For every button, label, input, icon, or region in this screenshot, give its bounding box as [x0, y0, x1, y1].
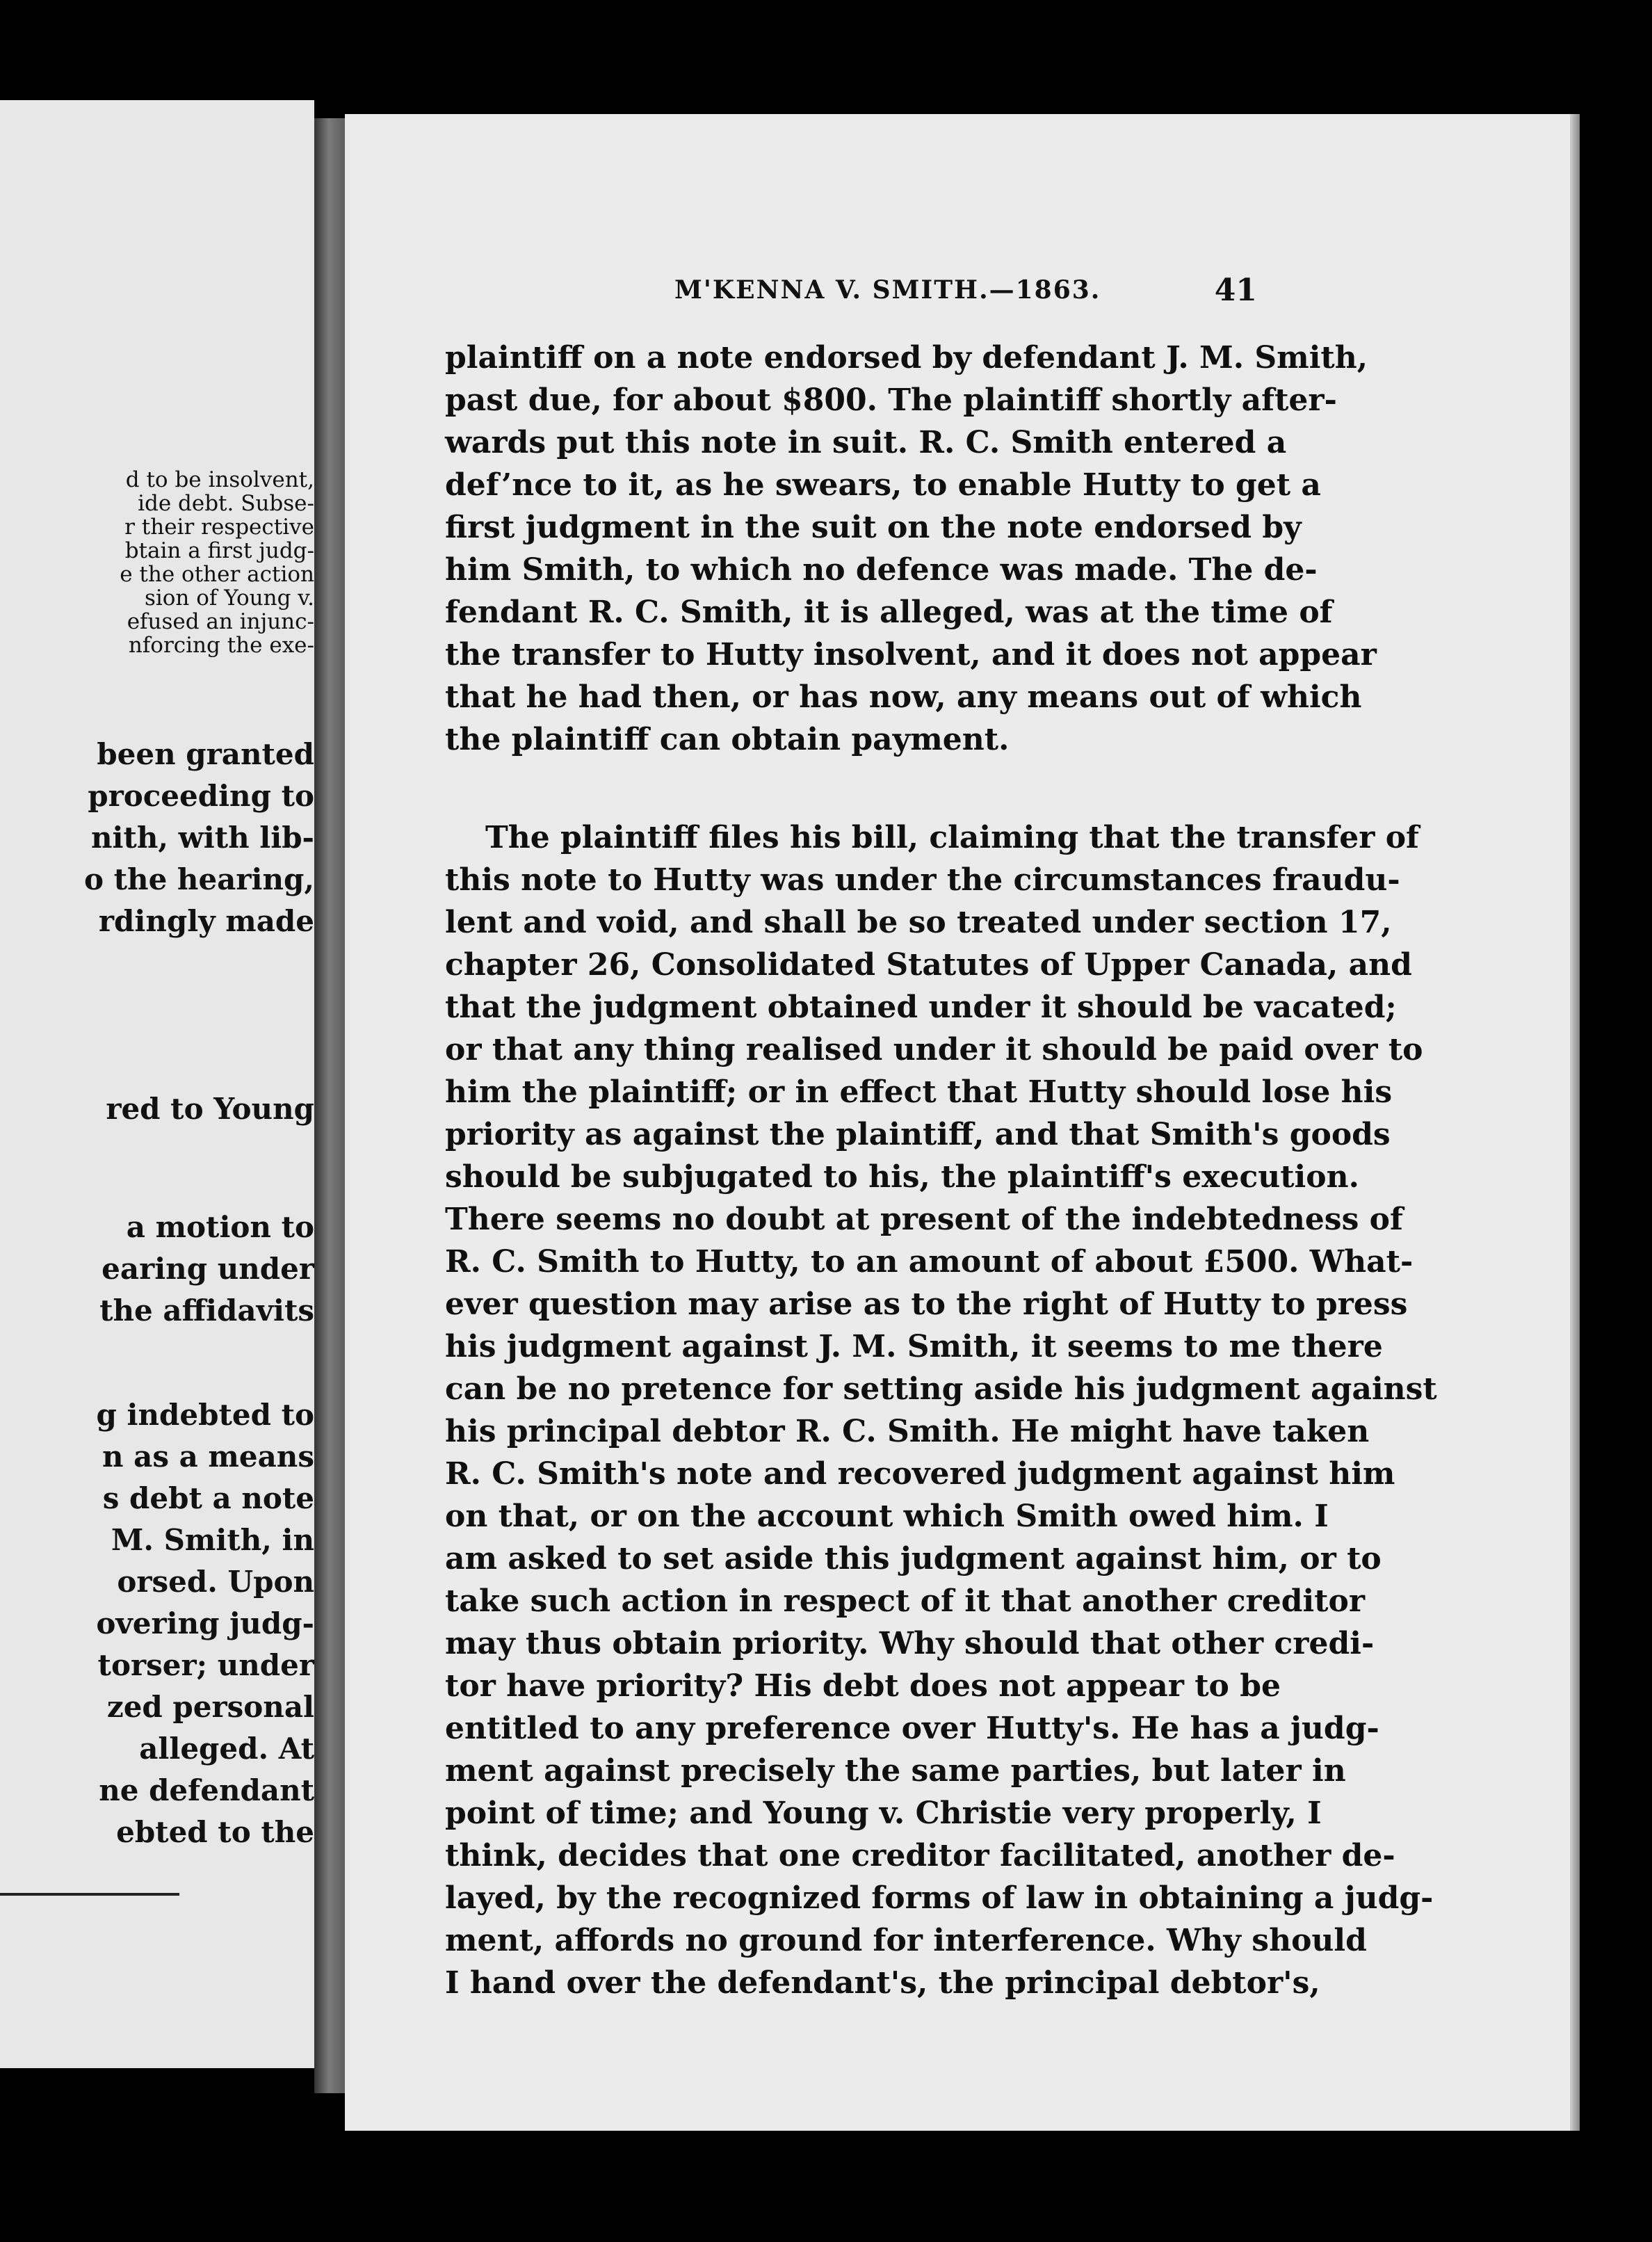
left-line: torser; under [97, 1648, 314, 1682]
left-line: efused an injunc- [127, 609, 314, 634]
left-line: s debt a note [102, 1481, 314, 1515]
text-line: ever question may arise as to the right of Hutty to press [445, 1287, 1408, 1322]
left-line: proceeding to [88, 779, 314, 813]
text-line: take such action in respect of it that another creditor [445, 1583, 1366, 1619]
running-head-title: M'KENNA V. SMITH.—1863. [674, 275, 1101, 305]
left-line: zed personal [106, 1690, 314, 1724]
text-line: should be subjugated to his, the plaintiff's execution. [445, 1159, 1359, 1195]
text-line: priority as against the plaintiff, and that Smith's goods [445, 1117, 1391, 1152]
left-line: g indebted to [96, 1398, 314, 1432]
text-line: may thus obtain priority. Why should that other credi- [445, 1626, 1375, 1661]
text-line: can be no pretence for setting aside his judgment against [445, 1371, 1437, 1407]
left-line: orsed. Upon [117, 1565, 314, 1599]
left-line: earing under [102, 1252, 314, 1286]
paragraph-1 [445, 337, 1377, 761]
left-line: been granted [97, 737, 314, 771]
text-line: ment against precisely the same parties, but later in [445, 1753, 1346, 1789]
body-text [445, 337, 1437, 2004]
footnote-rule [0, 1893, 179, 1896]
text-line: fendant R. C. Smith, it is alleged, was at the time of [445, 595, 1333, 630]
left-line: d to be insolvent, [125, 467, 314, 492]
text-line: There seems no doubt at present of the indebtedness of [445, 1202, 1403, 1237]
paragraph-gap [445, 761, 1257, 816]
left-line: overing judg- [96, 1606, 314, 1640]
text-line: first judgment in the suit on the note endorsed by [445, 510, 1302, 545]
left-line: a motion to [126, 1210, 314, 1244]
text-line: wards put this note in suit. R. C. Smith entered a [445, 425, 1287, 460]
text-line: that he had then, or has now, any means out of which [445, 679, 1362, 715]
left-line: ne defendant [99, 1773, 314, 1807]
page-edge [1570, 114, 1580, 2131]
text-line: def’nce to it, as he swears, to enable Hutty to get a [445, 467, 1321, 503]
text-line: R. C. Smith to Hutty, to an amount of about £500. What- [445, 1244, 1414, 1280]
text-line: him the plaintiff; or in effect that Hutty should lose his [445, 1074, 1393, 1110]
text-line: plaintiff on a note endorsed by defendant J. M. Smith, [445, 340, 1368, 376]
left-line: btain a first judg- [124, 538, 314, 563]
left-line: n as a means [102, 1439, 314, 1474]
left-line: the affidavits [99, 1293, 314, 1328]
text-line: layed, by the recognized forms of law in obtaining a judg- [445, 1880, 1434, 1916]
left-line: o the hearing, [84, 862, 314, 896]
left-line: rdingly made [98, 904, 314, 938]
left-line: nith, with lib- [90, 821, 314, 855]
text-line: entitled to any preference over Hutty's. He has a judg- [445, 1711, 1379, 1746]
page-number: 41 [1214, 273, 1257, 308]
left-line: ebted to the [116, 1815, 314, 1849]
text-line: his judgment against J. M. Smith, it seems to me there [445, 1329, 1383, 1364]
left-page-fragment [0, 100, 314, 2068]
text-line: on that, or on the account which Smith owed him. I [445, 1499, 1329, 1534]
text-line: the transfer to Hutty insolvent, and it does not appear [445, 637, 1377, 672]
paragraph-2 [445, 816, 1437, 2004]
text-line: point of time; and Young v. Christie very properly, I [445, 1796, 1322, 1831]
text-line: the plaintiff can obtain payment. [445, 722, 1010, 757]
text-line: I hand over the defendant's, the principal debtor's, [445, 1965, 1320, 2001]
text-line: ment, affords no ground for interference. Why should [445, 1923, 1367, 1958]
left-line: ide debt. Subse- [138, 491, 314, 516]
left-line: red to Young [106, 1092, 314, 1126]
text-line: his principal debtor R. C. Smith. He might have taken [445, 1414, 1370, 1449]
text-line: R. C. Smith's note and recovered judgment against him [445, 1456, 1395, 1492]
text-line: him Smith, to which no defence was made. The de- [445, 552, 1318, 588]
left-line: alleged. At [139, 1732, 314, 1766]
text-line: chapter 26, Consolidated Statutes of Upper Canada, and [445, 947, 1412, 983]
left-line: e the other action [120, 562, 314, 587]
text-line: The plaintiff files his bill, claiming that the transfer of [485, 820, 1419, 855]
text-line: think, decides that one creditor facilitated, another de- [445, 1838, 1395, 1873]
text-line: am asked to set aside this judgment against him, or to [445, 1541, 1382, 1576]
text-line: tor have priority? His debt does not appear to be [445, 1668, 1281, 1704]
left-line: sion of Young v. [144, 586, 314, 611]
text-line: or that any thing realised under it should be paid over to [445, 1032, 1423, 1067]
text-line: that the judgment obtained under it should be vacated; [445, 990, 1397, 1025]
left-line: nforcing the exe- [128, 633, 314, 658]
left-line: r their respective [124, 515, 314, 540]
text-line: this note to Hutty was under the circumstances fraudu- [445, 862, 1400, 898]
text-line: lent and void, and shall be so treated under section 17, [445, 905, 1392, 940]
text-line: past due, for about $800. The plaintiff shortly after- [445, 382, 1337, 418]
left-line: M. Smith, in [111, 1523, 314, 1557]
running-head [445, 273, 1257, 314]
